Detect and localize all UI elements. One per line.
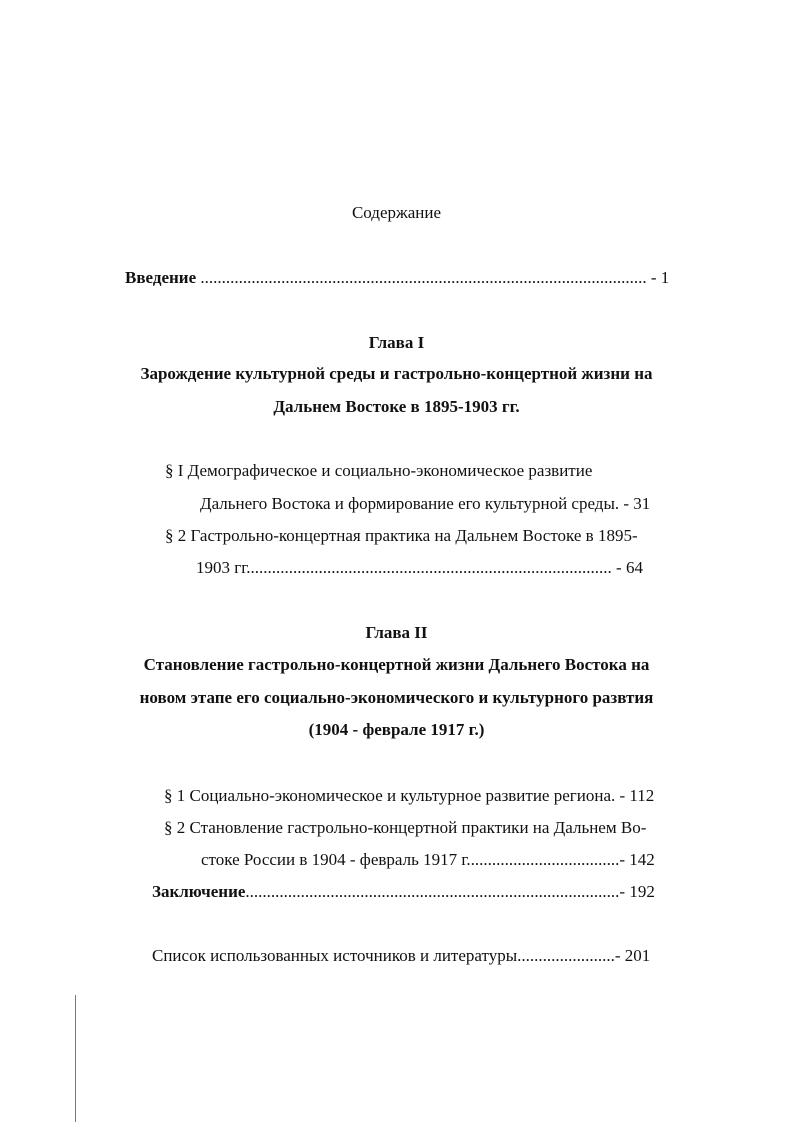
conclusion-label: Заключение — [152, 882, 246, 901]
chapter1-title-line1: Зарождение культурной среды и гастрольно-концертной жизни на — [140, 364, 653, 383]
chapter2-title-line2: новом этапе его социально-экономического и культурного развтия — [139, 688, 654, 707]
conclusion-leader: ........................................................................................- 192 — [245, 882, 655, 901]
intro-label: Введение — [125, 268, 197, 287]
chapter2-section2-line2: стоке России в 1904 - февраль 1917 г....................................- 142 — [201, 850, 655, 869]
toc-conclusion — [152, 882, 655, 902]
chapter2-title-line3: (1904 - феврале 1917 г.) — [308, 720, 485, 739]
chapter1-section1-line2: Дальнего Востока и формирование его культурной среды. - 31 — [200, 494, 651, 513]
chapter2-title-line1: Становление гастрольно-концертной жизни Дальнего Востока на — [143, 655, 650, 674]
scan-edge-line — [75, 995, 76, 1122]
chapter1-section2-line1: § 2 Гастрольно-концертная практика на Дальнем Востоке в 1895- — [165, 526, 638, 545]
chapter1-heading: Глава I — [368, 333, 425, 352]
toc-intro — [125, 268, 669, 288]
chapter1-title-line2: Дальнем Востоке в 1895-1903 гг. — [273, 397, 520, 416]
chapter2-section1-line1: § 1 Социально-экономическое и культурное развитие региона. - 112 — [164, 786, 655, 805]
toc-sources: Список использованных источников и литературы.......................- 201 — [152, 946, 651, 965]
chapter2-heading: Глава II — [365, 623, 428, 642]
intro-page: - 1 — [646, 268, 670, 287]
chapter1-section1-line1: § I Демографическое и социально-экономическое развитие — [165, 461, 593, 480]
page-title: Содержание — [351, 203, 442, 222]
intro-leader: ......................................................................................................... — [196, 268, 647, 287]
chapter1-section2-line2: 1903 гг...................................................................................... - 64 — [196, 558, 643, 577]
chapter2-section2-line1: § 2 Становление гастрольно-концертной практики на Дальнем Во- — [164, 818, 647, 837]
